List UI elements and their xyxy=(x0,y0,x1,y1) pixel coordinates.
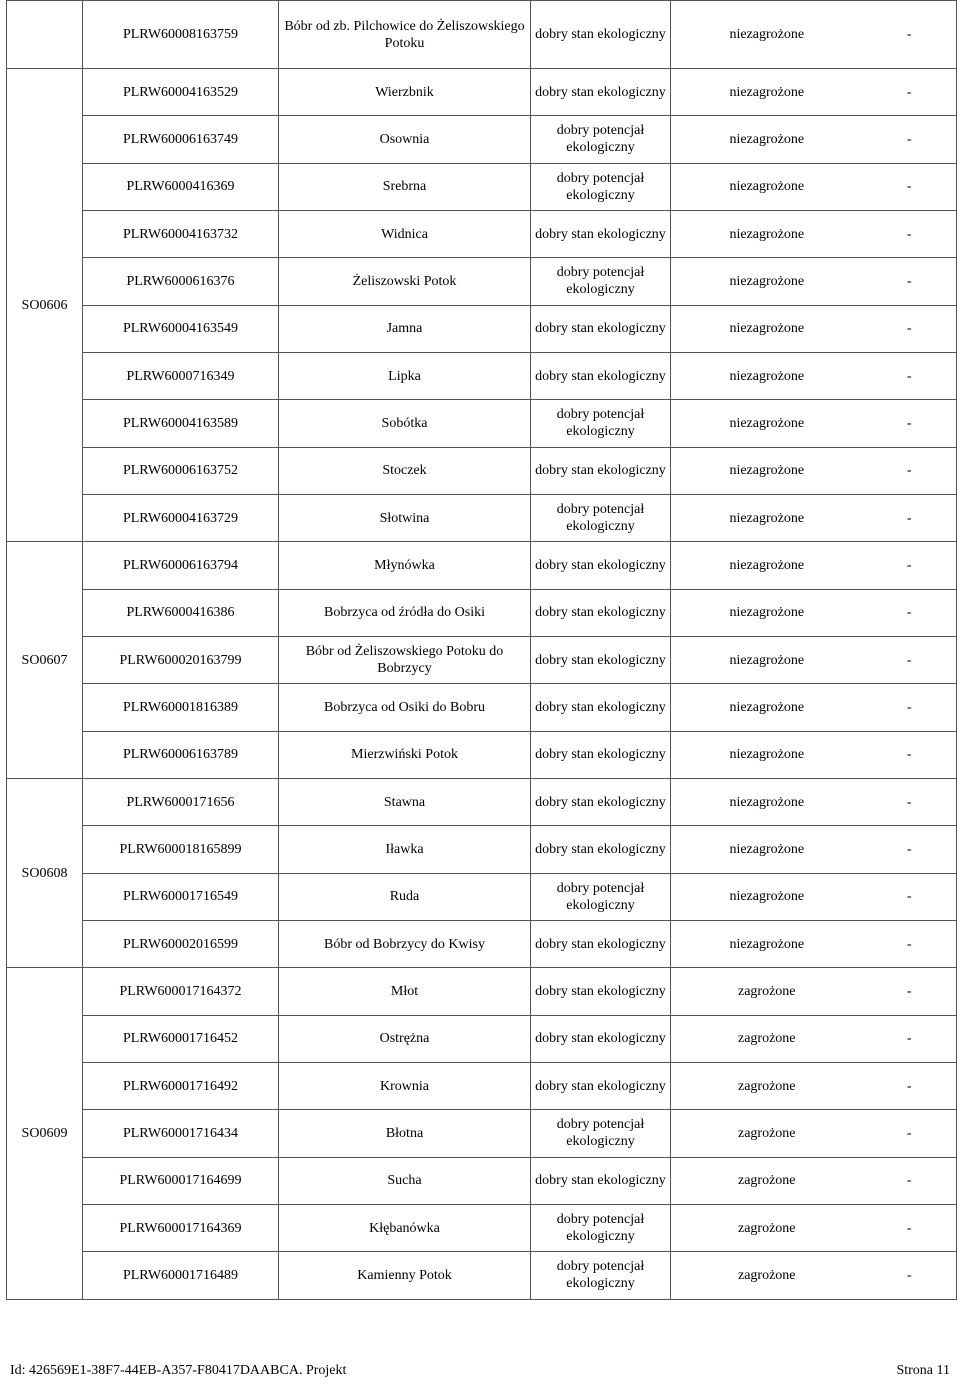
group-code-cell: SO0609 xyxy=(7,968,83,1299)
ecological-state-cell: dobry stan ekologiczny xyxy=(531,826,671,873)
risk-status-cell: zagrożone xyxy=(671,1015,863,1062)
risk-status-cell: niezagrożone xyxy=(671,1,863,69)
table-row xyxy=(7,731,957,778)
water-body-id-cell: PLRW60001716492 xyxy=(83,1062,279,1109)
risk-status-cell: niezagrożone xyxy=(671,494,863,541)
water-body-name-cell: Mierzwiński Potok xyxy=(279,731,531,778)
ecological-state-cell: dobry potencjał ekologiczny xyxy=(531,400,671,447)
ecological-state-cell: dobry potencjał ekologiczny xyxy=(531,1110,671,1157)
table-row xyxy=(7,778,957,825)
water-body-id-cell: PLRW60001716452 xyxy=(83,1015,279,1062)
risk-status-cell: zagrożone xyxy=(671,1110,863,1157)
water-body-name-cell: Kamienny Potok xyxy=(279,1252,531,1299)
water-body-name-cell: Stoczek xyxy=(279,447,531,494)
table-row xyxy=(7,873,957,920)
note-cell: - xyxy=(863,305,957,352)
water-body-name-cell: Żeliszowski Potok xyxy=(279,258,531,305)
water-body-name-cell: Ruda xyxy=(279,873,531,920)
water-body-id-cell: PLRW600017164372 xyxy=(83,968,279,1015)
document-id: Id: 426569E1-38F7-44EB-A357-F80417DAABCA. Projekt xyxy=(10,1363,347,1378)
ecological-state-cell: dobry stan ekologiczny xyxy=(531,1015,671,1062)
note-cell: - xyxy=(863,116,957,163)
note-cell: - xyxy=(863,1252,957,1299)
table-row xyxy=(7,400,957,447)
water-body-id-cell: PLRW60006163794 xyxy=(83,542,279,589)
group-code-cell xyxy=(7,1,83,69)
ecological-state-cell: dobry stan ekologiczny xyxy=(531,1062,671,1109)
table-row xyxy=(7,636,957,683)
risk-status-cell: niezagrożone xyxy=(671,542,863,589)
table-row xyxy=(7,1110,957,1157)
water-body-name-cell: Wierzbnik xyxy=(279,69,531,116)
water-body-name-cell: Ostrężna xyxy=(279,1015,531,1062)
risk-status-cell: zagrożone xyxy=(671,1252,863,1299)
note-cell: - xyxy=(863,1062,957,1109)
ecological-state-cell: dobry stan ekologiczny xyxy=(531,69,671,116)
risk-status-cell: niezagrożone xyxy=(671,69,863,116)
water-body-id-cell: PLRW60001716549 xyxy=(83,873,279,920)
ecological-state-cell: dobry potencjał ekologiczny xyxy=(531,494,671,541)
page-footer xyxy=(10,1363,950,1379)
ecological-state-cell: dobry stan ekologiczny xyxy=(531,589,671,636)
water-body-name-cell: Bobrzyca od źródła do Osiki xyxy=(279,589,531,636)
water-body-id-cell: PLRW600020163799 xyxy=(83,636,279,683)
water-body-id-cell: PLRW60001816389 xyxy=(83,684,279,731)
note-cell: - xyxy=(863,1204,957,1251)
water-body-name-cell: Osownia xyxy=(279,116,531,163)
risk-status-cell: niezagrożone xyxy=(671,305,863,352)
water-body-id-cell: PLRW60006163789 xyxy=(83,731,279,778)
ecological-state-cell: dobry stan ekologiczny xyxy=(531,968,671,1015)
water-body-name-cell: Bóbr od Żeliszowskiego Potoku do Bobrzycy xyxy=(279,636,531,683)
risk-status-cell: niezagrożone xyxy=(671,447,863,494)
risk-status-cell: zagrożone xyxy=(671,1204,863,1251)
ecological-state-cell: dobry potencjał ekologiczny xyxy=(531,258,671,305)
note-cell: - xyxy=(863,684,957,731)
table-row xyxy=(7,163,957,210)
note-cell: - xyxy=(863,731,957,778)
water-body-id-cell: PLRW60001716434 xyxy=(83,1110,279,1157)
group-code-cell: SO0607 xyxy=(7,542,83,779)
water-body-name-cell: Młot xyxy=(279,968,531,1015)
ecological-state-cell: dobry stan ekologiczny xyxy=(531,1,671,69)
table-row xyxy=(7,920,957,967)
water-body-id-cell: PLRW60002016599 xyxy=(83,920,279,967)
water-body-name-cell: Bobrzyca od Osiki do Bobru xyxy=(279,684,531,731)
risk-status-cell: niezagrożone xyxy=(671,116,863,163)
risk-status-cell: niezagrożone xyxy=(671,778,863,825)
water-body-name-cell: Widnica xyxy=(279,210,531,257)
risk-status-cell: zagrożone xyxy=(671,968,863,1015)
ecological-state-cell: dobry potencjał ekologiczny xyxy=(531,873,671,920)
risk-status-cell: niezagrożone xyxy=(671,400,863,447)
page-number: Strona 11 xyxy=(896,1363,950,1378)
note-cell: - xyxy=(863,69,957,116)
table-row xyxy=(7,1062,957,1109)
water-body-id-cell: PLRW60006163749 xyxy=(83,116,279,163)
note-cell: - xyxy=(863,352,957,399)
water-body-id-cell: PLRW60004163529 xyxy=(83,69,279,116)
ecological-state-cell: dobry stan ekologiczny xyxy=(531,305,671,352)
note-cell: - xyxy=(863,494,957,541)
ecological-state-cell: dobry potencjał ekologiczny xyxy=(531,163,671,210)
risk-status-cell: niezagrożone xyxy=(671,826,863,873)
water-body-id-cell: PLRW60004163589 xyxy=(83,400,279,447)
water-body-id-cell: PLRW6000171656 xyxy=(83,778,279,825)
water-body-name-cell: Iławka xyxy=(279,826,531,873)
note-cell: - xyxy=(863,1110,957,1157)
group-code-cell: SO0606 xyxy=(7,69,83,542)
note-cell: - xyxy=(863,258,957,305)
table-row xyxy=(7,684,957,731)
ecological-state-cell: dobry stan ekologiczny xyxy=(531,731,671,778)
water-body-name-cell: Bóbr od Bobrzycy do Kwisy xyxy=(279,920,531,967)
note-cell: - xyxy=(863,1,957,69)
water-body-id-cell: PLRW60001716489 xyxy=(83,1252,279,1299)
water-body-id-cell: PLRW60008163759 xyxy=(83,1,279,69)
note-cell: - xyxy=(863,636,957,683)
note-cell: - xyxy=(863,873,957,920)
ecological-state-cell: dobry stan ekologiczny xyxy=(531,1157,671,1204)
table-row xyxy=(7,305,957,352)
water-body-id-cell: PLRW60006163752 xyxy=(83,447,279,494)
risk-status-cell: niezagrożone xyxy=(671,873,863,920)
water-body-id-cell: PLRW6000416386 xyxy=(83,589,279,636)
risk-status-cell: niezagrożone xyxy=(671,210,863,257)
table-row xyxy=(7,542,957,589)
table-row xyxy=(7,1204,957,1251)
risk-status-cell: niezagrożone xyxy=(671,163,863,210)
group-code-cell: SO0608 xyxy=(7,778,83,967)
water-body-name-cell: Srebrna xyxy=(279,163,531,210)
water-body-name-cell: Bóbr od zb. Pilchowice do Żeliszowskiego Potoku xyxy=(279,1,531,69)
note-cell: - xyxy=(863,447,957,494)
risk-status-cell: niezagrożone xyxy=(671,352,863,399)
ecological-state-cell: dobry stan ekologiczny xyxy=(531,210,671,257)
ecological-state-cell: dobry stan ekologiczny xyxy=(531,778,671,825)
water-body-id-cell: PLRW60004163549 xyxy=(83,305,279,352)
table-row xyxy=(7,1,957,69)
note-cell: - xyxy=(863,920,957,967)
table-row xyxy=(7,116,957,163)
water-body-name-cell: Stawna xyxy=(279,778,531,825)
ecological-state-cell: dobry stan ekologiczny xyxy=(531,636,671,683)
table-row xyxy=(7,258,957,305)
water-body-id-cell: PLRW6000716349 xyxy=(83,352,279,399)
note-cell: - xyxy=(863,968,957,1015)
note-cell: - xyxy=(863,778,957,825)
table-row xyxy=(7,826,957,873)
note-cell: - xyxy=(863,1015,957,1062)
water-bodies-table xyxy=(6,0,957,1300)
ecological-state-cell: dobry stan ekologiczny xyxy=(531,920,671,967)
water-body-name-cell: Sobótka xyxy=(279,400,531,447)
water-body-id-cell: PLRW6000416369 xyxy=(83,163,279,210)
table-row xyxy=(7,1015,957,1062)
water-body-id-cell: PLRW600017164699 xyxy=(83,1157,279,1204)
water-body-name-cell: Krownia xyxy=(279,1062,531,1109)
risk-status-cell: niezagrożone xyxy=(671,684,863,731)
risk-status-cell: niezagrożone xyxy=(671,920,863,967)
note-cell: - xyxy=(863,1157,957,1204)
water-body-name-cell: Błotna xyxy=(279,1110,531,1157)
water-body-id-cell: PLRW60004163729 xyxy=(83,494,279,541)
ecological-state-cell: dobry stan ekologiczny xyxy=(531,542,671,589)
water-body-id-cell: PLRW60004163732 xyxy=(83,210,279,257)
note-cell: - xyxy=(863,210,957,257)
table-row xyxy=(7,447,957,494)
table-row xyxy=(7,494,957,541)
water-body-name-cell: Jamna xyxy=(279,305,531,352)
table-row xyxy=(7,352,957,399)
note-cell: - xyxy=(863,400,957,447)
ecological-state-cell: dobry stan ekologiczny xyxy=(531,684,671,731)
risk-status-cell: niezagrożone xyxy=(671,731,863,778)
table-row xyxy=(7,69,957,116)
table-row xyxy=(7,968,957,1015)
ecological-state-cell: dobry potencjał ekologiczny xyxy=(531,1252,671,1299)
water-body-id-cell: PLRW600018165899 xyxy=(83,826,279,873)
table-row xyxy=(7,1157,957,1204)
water-body-id-cell: PLRW600017164369 xyxy=(83,1204,279,1251)
water-body-name-cell: Sucha xyxy=(279,1157,531,1204)
ecological-state-cell: dobry stan ekologiczny xyxy=(531,352,671,399)
water-body-id-cell: PLRW6000616376 xyxy=(83,258,279,305)
note-cell: - xyxy=(863,542,957,589)
ecological-state-cell: dobry potencjał ekologiczny xyxy=(531,1204,671,1251)
risk-status-cell: niezagrożone xyxy=(671,636,863,683)
table-row xyxy=(7,1252,957,1299)
note-cell: - xyxy=(863,163,957,210)
risk-status-cell: zagrożone xyxy=(671,1157,863,1204)
ecological-state-cell: dobry potencjał ekologiczny xyxy=(531,116,671,163)
risk-status-cell: niezagrożone xyxy=(671,258,863,305)
water-body-name-cell: Lipka xyxy=(279,352,531,399)
note-cell: - xyxy=(863,826,957,873)
note-cell: - xyxy=(863,589,957,636)
risk-status-cell: zagrożone xyxy=(671,1062,863,1109)
risk-status-cell: niezagrożone xyxy=(671,589,863,636)
water-body-name-cell: Kłębanówka xyxy=(279,1204,531,1251)
water-body-name-cell: Młynówka xyxy=(279,542,531,589)
water-body-name-cell: Słotwina xyxy=(279,494,531,541)
table-row xyxy=(7,589,957,636)
ecological-state-cell: dobry stan ekologiczny xyxy=(531,447,671,494)
table-row xyxy=(7,210,957,257)
table-body xyxy=(7,1,957,1300)
